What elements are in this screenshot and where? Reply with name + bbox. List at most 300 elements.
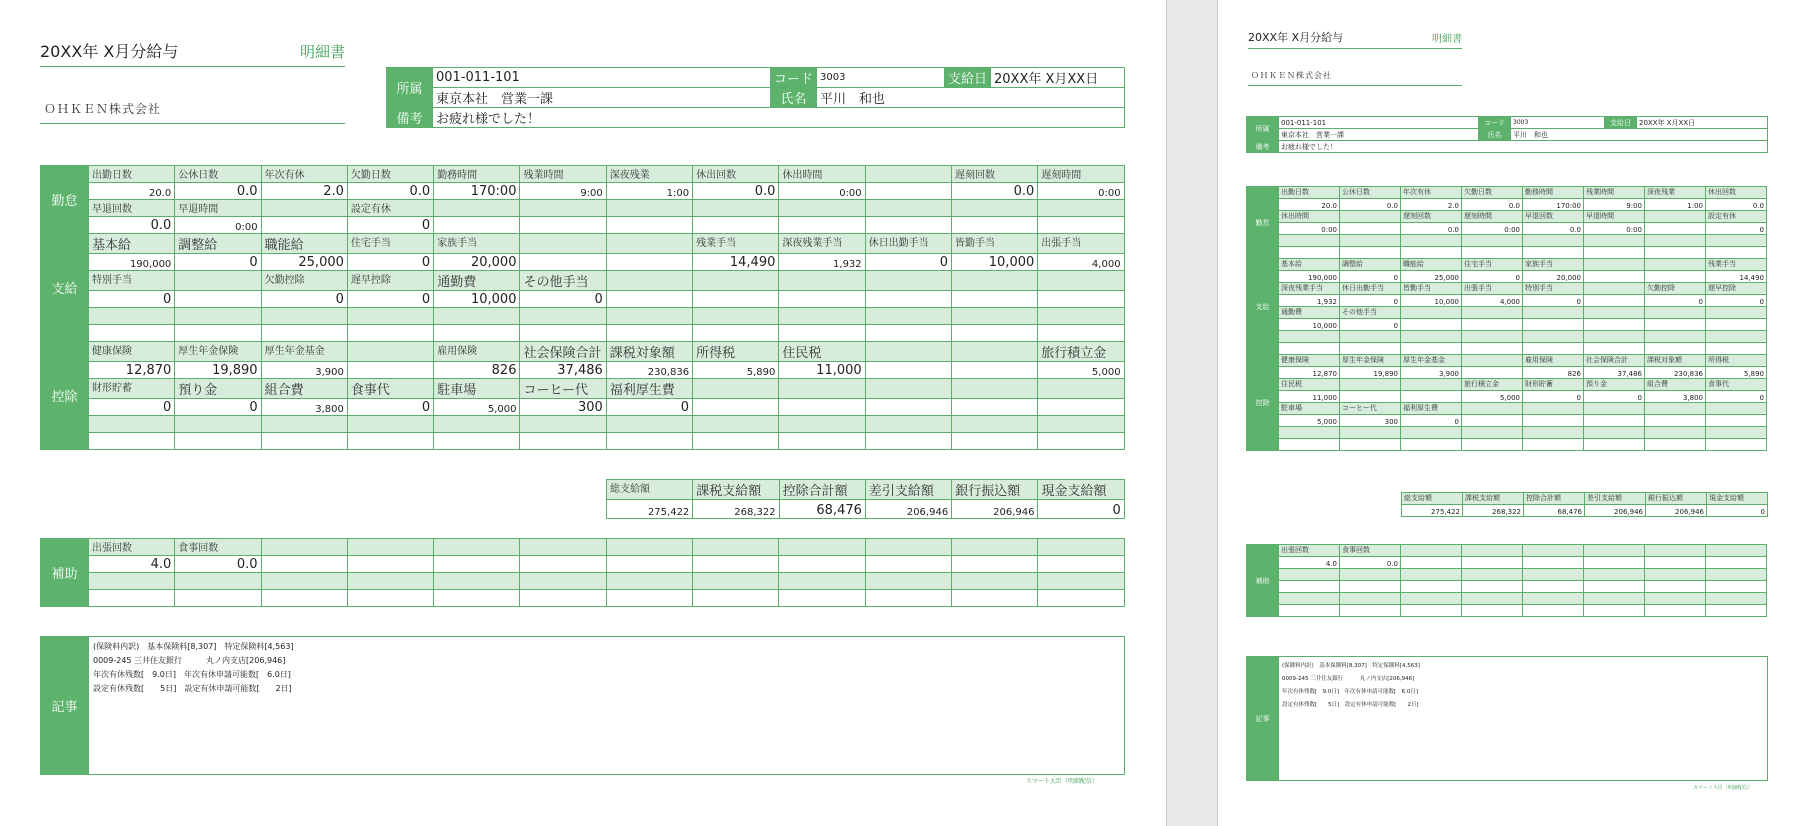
item-label (1038, 379, 1124, 399)
item-label (1645, 307, 1706, 319)
empty-cell (89, 573, 175, 590)
item-label (865, 379, 951, 399)
blank-row (1247, 581, 1767, 593)
totals-table (606, 479, 1125, 519)
empty-cell (175, 416, 261, 433)
header-row (41, 342, 1125, 362)
item-label: 休出時間 (1279, 211, 1340, 223)
header-row (41, 166, 1125, 183)
memo-body (89, 637, 1125, 775)
value-row (1247, 319, 1767, 331)
item-value: 1,932 (1279, 295, 1340, 307)
paydate-label: 支給日 (1605, 117, 1637, 129)
item-value (1038, 556, 1124, 573)
blank-row (41, 573, 1125, 590)
item-label: 調整給 (175, 234, 261, 254)
info-table (386, 67, 1125, 128)
memo-line: (保険料内訳) 基本保険料[8,307] 特定保険料[4,563] (1282, 663, 1420, 669)
item-value: 0.0 (693, 183, 779, 200)
item-value: 0.0 (1340, 557, 1401, 569)
item-value: 10,000 (1401, 295, 1462, 307)
empty-cell (1523, 427, 1584, 439)
item-label (1706, 307, 1767, 319)
item-value: 0 (261, 291, 347, 308)
empty-cell (89, 590, 175, 607)
empty-cell (1038, 325, 1124, 342)
item-value (1523, 557, 1584, 569)
empty-cell (347, 416, 433, 433)
empty-cell (1279, 569, 1340, 581)
item-value: 0.0 (951, 183, 1037, 200)
header-row (41, 234, 1125, 254)
doc-title: 20XX年 X月分給与 (1248, 31, 1344, 44)
item-label (865, 200, 951, 217)
item-value: 20.0 (1279, 199, 1340, 211)
empty-cell (89, 433, 175, 450)
empty-cell (1279, 427, 1340, 439)
item-value: 0 (520, 291, 606, 308)
empty-cell (1584, 439, 1645, 451)
item-label: 早退時間 (175, 200, 261, 217)
biko-label: 備考 (1247, 141, 1279, 153)
item-label: 社会保険合計 (1584, 355, 1645, 367)
item-label: 欠勤日数 (347, 166, 433, 183)
item-value (1401, 557, 1462, 569)
empty-cell (261, 325, 347, 342)
item-label: 預り金 (1584, 379, 1645, 391)
section-kintai-label: 勤怠 (41, 166, 89, 234)
item-value: 20,000 (434, 254, 520, 271)
biko-value: お疲れ様でした！ (433, 108, 1125, 128)
item-label (261, 200, 347, 217)
empty-cell (1706, 343, 1767, 355)
item-value: 3,900 (1401, 367, 1462, 379)
item-value (1584, 557, 1645, 569)
item-value: 0 (1401, 415, 1462, 427)
item-label (951, 342, 1037, 362)
item-value (1401, 319, 1462, 331)
empty-cell (1706, 331, 1767, 343)
item-label: 残業時間 (520, 166, 606, 183)
item-value: 0.0 (1401, 223, 1462, 235)
item-value (951, 217, 1037, 234)
empty-cell (1462, 343, 1523, 355)
item-label: 食事代 (347, 379, 433, 399)
header-row (1247, 187, 1767, 199)
empty-cell (1523, 581, 1584, 593)
item-label: 住民税 (1279, 379, 1340, 391)
item-label: 休出時間 (779, 166, 865, 183)
empty-cell (865, 433, 951, 450)
item-value (1401, 391, 1462, 403)
item-value: 20.0 (89, 183, 175, 200)
item-label: 休出回数 (1706, 187, 1767, 199)
memo-table (1246, 656, 1768, 781)
item-value (693, 291, 779, 308)
value-row (1247, 295, 1767, 307)
header-row (1247, 307, 1767, 319)
empty-cell (1523, 343, 1584, 355)
item-label: 皆勤手当 (951, 234, 1037, 254)
empty-cell (175, 573, 261, 590)
item-value: 5,000 (1038, 362, 1124, 379)
item-value (951, 399, 1037, 416)
empty-cell (1645, 343, 1706, 355)
item-value (1584, 271, 1645, 283)
item-value: 5,890 (1706, 367, 1767, 379)
item-label (520, 200, 606, 217)
empty-cell (951, 416, 1037, 433)
memo-body (1279, 657, 1768, 781)
item-label: 厚生年金保険 (175, 342, 261, 362)
item-label: 欠勤日数 (1462, 187, 1523, 199)
item-value: 1:00 (606, 183, 692, 200)
item-value: 11,000 (779, 362, 865, 379)
value-row (41, 291, 1125, 308)
item-label (1523, 403, 1584, 415)
empty-cell (1706, 427, 1767, 439)
empty-cell (1645, 569, 1706, 581)
item-label: 欠勤控除 (261, 271, 347, 291)
item-label: 設定有休 (347, 200, 433, 217)
biko-value: お疲れ様でした！ (1279, 141, 1768, 153)
empty-cell (1462, 569, 1523, 581)
empty-cell (1401, 235, 1462, 247)
item-label (1038, 271, 1124, 291)
header-row (1247, 259, 1767, 271)
item-value: 14,490 (693, 254, 779, 271)
empty-cell (434, 416, 520, 433)
item-value: 0 (1584, 391, 1645, 403)
item-label: 遅刻回数 (1401, 211, 1462, 223)
item-value: 0:00 (1462, 223, 1523, 235)
item-label (865, 342, 951, 362)
empty-cell (693, 573, 779, 590)
item-label: 休出回数 (693, 166, 779, 183)
item-label: 特別手当 (89, 271, 175, 291)
shozoku-code: 001-011-101 (433, 68, 771, 88)
item-label: 調整給 (1340, 259, 1401, 271)
empty-cell (865, 325, 951, 342)
empty-cell (1279, 439, 1340, 451)
hojo-grid (1246, 544, 1767, 617)
item-value: 0 (347, 399, 433, 416)
item-label: 休日出勤手当 (865, 234, 951, 254)
item-value: 0 (347, 291, 433, 308)
item-value: 12,870 (89, 362, 175, 379)
item-value: 9:00 (520, 183, 606, 200)
item-label: 基本給 (89, 234, 175, 254)
empty-cell (779, 573, 865, 590)
item-label (1401, 545, 1462, 557)
item-value: 1,932 (779, 254, 865, 271)
item-label: その他手当 (1340, 307, 1401, 319)
empty-cell (1523, 235, 1584, 247)
item-label: 深夜残業手当 (779, 234, 865, 254)
payslip-main-grid (1246, 186, 1767, 451)
item-label (779, 271, 865, 291)
total-label: 総支給額 (607, 480, 693, 500)
section-hojo-label: 補助 (41, 539, 89, 607)
empty-cell (1279, 331, 1340, 343)
empty-cell (1401, 605, 1462, 617)
item-label (1584, 259, 1645, 271)
item-value (865, 556, 951, 573)
empty-cell (779, 325, 865, 342)
item-value (865, 362, 951, 379)
item-value (1645, 271, 1706, 283)
item-label: 残業手当 (693, 234, 779, 254)
item-label (1038, 200, 1124, 217)
empty-cell (175, 325, 261, 342)
blank-row (41, 416, 1125, 433)
hojo-grid (40, 538, 1125, 607)
empty-cell (1645, 247, 1706, 259)
item-label: 厚生年金保険 (1340, 355, 1401, 367)
item-label: 食事代 (1706, 379, 1767, 391)
item-value (1462, 319, 1523, 331)
empty-cell (951, 573, 1037, 590)
blank-row (1247, 343, 1767, 355)
item-value (1645, 557, 1706, 569)
item-label: 旅行積立金 (1038, 342, 1124, 362)
paydate-value: 20XX年 X月XX日 (991, 68, 1125, 88)
item-value: 2.0 (261, 183, 347, 200)
total-label: 銀行振込額 (1646, 493, 1707, 505)
item-label: 休日出勤手当 (1340, 283, 1401, 295)
item-value (606, 556, 692, 573)
value-row (41, 183, 1125, 200)
empty-cell (606, 325, 692, 342)
shimei-label: 氏名 (771, 88, 817, 108)
item-label: その他手当 (520, 271, 606, 291)
memo-line: 設定有休残数[ 5日] 設定有休申請可能数[ 2日] (93, 684, 292, 693)
item-label: 遅刻回数 (951, 166, 1037, 183)
empty-cell (89, 308, 175, 325)
company-name: ＯＨＫＥＮ株式会社 (1248, 70, 1462, 86)
total-label: 課税支給額 (693, 480, 779, 500)
item-label (1584, 307, 1645, 319)
value-row (41, 217, 1125, 234)
item-value: 0 (347, 254, 433, 271)
empty-cell (779, 590, 865, 607)
empty-cell (434, 433, 520, 450)
item-label: 基本給 (1279, 259, 1340, 271)
item-label (606, 200, 692, 217)
item-label (175, 271, 261, 291)
item-label: 食事回数 (1340, 545, 1401, 557)
item-value (1038, 291, 1124, 308)
item-value: 0:00 (1279, 223, 1340, 235)
empty-cell (520, 416, 606, 433)
item-label (1340, 379, 1401, 391)
empty-cell (693, 308, 779, 325)
item-label: 住民税 (779, 342, 865, 362)
item-label: 家族手当 (434, 234, 520, 254)
item-label (1401, 307, 1462, 319)
value-row (1247, 367, 1767, 379)
item-value (865, 183, 951, 200)
item-value (693, 217, 779, 234)
total-label: 総支給額 (1402, 493, 1463, 505)
total-value: 268,322 (1463, 505, 1524, 517)
item-label (1462, 355, 1523, 367)
empty-cell (693, 590, 779, 607)
item-value (1523, 415, 1584, 427)
item-value: 826 (434, 362, 520, 379)
item-label: 遅刻時間 (1038, 166, 1124, 183)
section-kiji-label: 記事 (41, 637, 89, 775)
item-value: 4.0 (1279, 557, 1340, 569)
empty-cell (1340, 247, 1401, 259)
item-value: 0.0 (347, 183, 433, 200)
total-value: 206,946 (952, 500, 1038, 519)
item-label: 出張手当 (1038, 234, 1124, 254)
item-label: 住宅手当 (347, 234, 433, 254)
blank-row (1247, 331, 1767, 343)
empty-cell (779, 308, 865, 325)
total-label: 課税支給額 (1463, 493, 1524, 505)
item-value: 0.0 (1523, 223, 1584, 235)
item-value: 20,000 (1523, 271, 1584, 283)
item-value (865, 291, 951, 308)
item-value (1038, 217, 1124, 234)
section-shikyu-label: 支給 (1247, 259, 1279, 355)
empty-cell (520, 308, 606, 325)
item-label (606, 234, 692, 254)
item-value: 0 (1706, 223, 1767, 235)
item-value: 3,900 (261, 362, 347, 379)
empty-cell (1462, 593, 1523, 605)
item-value: 190,000 (89, 254, 175, 271)
empty-cell (606, 308, 692, 325)
empty-cell (1523, 247, 1584, 259)
item-value (951, 362, 1037, 379)
item-value: 0 (1523, 391, 1584, 403)
item-label (693, 200, 779, 217)
memo-line: (保険料内訳) 基本保険料[8,307] 特定保険料[4,563] (93, 642, 294, 651)
empty-cell (1340, 343, 1401, 355)
empty-cell (606, 573, 692, 590)
section-kiji-label: 記事 (1247, 657, 1279, 781)
item-label: 勤務時間 (1523, 187, 1584, 199)
code-value: 3003 (1511, 117, 1605, 129)
item-label (1462, 307, 1523, 319)
item-label (1645, 403, 1706, 415)
header-row (1247, 545, 1767, 557)
item-label (1584, 283, 1645, 295)
empty-cell (1401, 593, 1462, 605)
empty-cell (951, 325, 1037, 342)
empty-cell (1706, 247, 1767, 259)
empty-cell (1523, 569, 1584, 581)
item-value: 0.0 (89, 217, 175, 234)
shimei-label: 氏名 (1479, 129, 1511, 141)
empty-cell (434, 325, 520, 342)
empty-cell (261, 433, 347, 450)
empty-cell (1462, 235, 1523, 247)
item-value (1340, 223, 1401, 235)
empty-cell (1706, 439, 1767, 451)
item-label: 遅早控除 (1706, 283, 1767, 295)
empty-cell (1462, 331, 1523, 343)
item-value (434, 217, 520, 234)
item-label: 健康保険 (89, 342, 175, 362)
item-label: 健康保険 (1279, 355, 1340, 367)
item-label: 組合費 (261, 379, 347, 399)
item-label: 組合費 (1645, 379, 1706, 391)
item-value: 5,000 (434, 399, 520, 416)
item-label (1401, 379, 1462, 391)
item-value (1584, 295, 1645, 307)
item-value (261, 556, 347, 573)
item-label: 課税対象額 (1645, 355, 1706, 367)
item-label (693, 539, 779, 556)
shozoku-label: 所属 (1247, 117, 1279, 141)
empty-cell (1523, 605, 1584, 617)
item-value: 9:00 (1584, 199, 1645, 211)
item-label: 早退回数 (1523, 211, 1584, 223)
total-value: 0 (1707, 505, 1768, 517)
company-name: ＯＨＫＥＮ株式会社 (40, 100, 345, 124)
item-value (779, 217, 865, 234)
item-label: 出張回数 (1279, 545, 1340, 557)
item-value: 0 (1645, 295, 1706, 307)
empty-cell (175, 590, 261, 607)
item-value: 0.0 (175, 556, 261, 573)
item-value: 230,836 (606, 362, 692, 379)
item-value (1038, 399, 1124, 416)
item-label: 遅早控除 (347, 271, 433, 291)
item-label: 職能給 (261, 234, 347, 254)
item-value (779, 291, 865, 308)
item-value (1645, 415, 1706, 427)
memo-line: 0009-245 三井住友銀行 丸ノ内支店[206,946] (1282, 676, 1415, 682)
empty-cell (89, 416, 175, 433)
empty-cell (1038, 416, 1124, 433)
item-label (434, 539, 520, 556)
item-label (520, 234, 606, 254)
item-label (1706, 545, 1767, 557)
item-label: 雇用保険 (1523, 355, 1584, 367)
item-value: 0 (175, 399, 261, 416)
item-label: 通勤費 (1279, 307, 1340, 319)
item-label (347, 342, 433, 362)
item-label (951, 271, 1037, 291)
item-value: 0.0 (1462, 199, 1523, 211)
item-label: 公休日数 (1340, 187, 1401, 199)
item-value: 12,870 (1279, 367, 1340, 379)
header-row (41, 379, 1125, 399)
section-kojo-label: 控除 (1247, 355, 1279, 451)
empty-cell (1645, 605, 1706, 617)
empty-cell (1401, 581, 1462, 593)
empty-cell (347, 590, 433, 607)
item-label (1523, 307, 1584, 319)
total-label: 控除合計額 (1524, 493, 1585, 505)
total-value: 268,322 (693, 500, 779, 519)
item-label (1645, 259, 1706, 271)
empty-cell (1584, 593, 1645, 605)
empty-cell (261, 573, 347, 590)
shozoku-name: 東京本社 営業一課 (1279, 129, 1479, 141)
item-value: 0 (175, 254, 261, 271)
empty-cell (1279, 581, 1340, 593)
item-value: 190,000 (1279, 271, 1340, 283)
doc-subtitle: 明細書 (299, 43, 345, 61)
item-value (693, 399, 779, 416)
item-value (606, 254, 692, 271)
